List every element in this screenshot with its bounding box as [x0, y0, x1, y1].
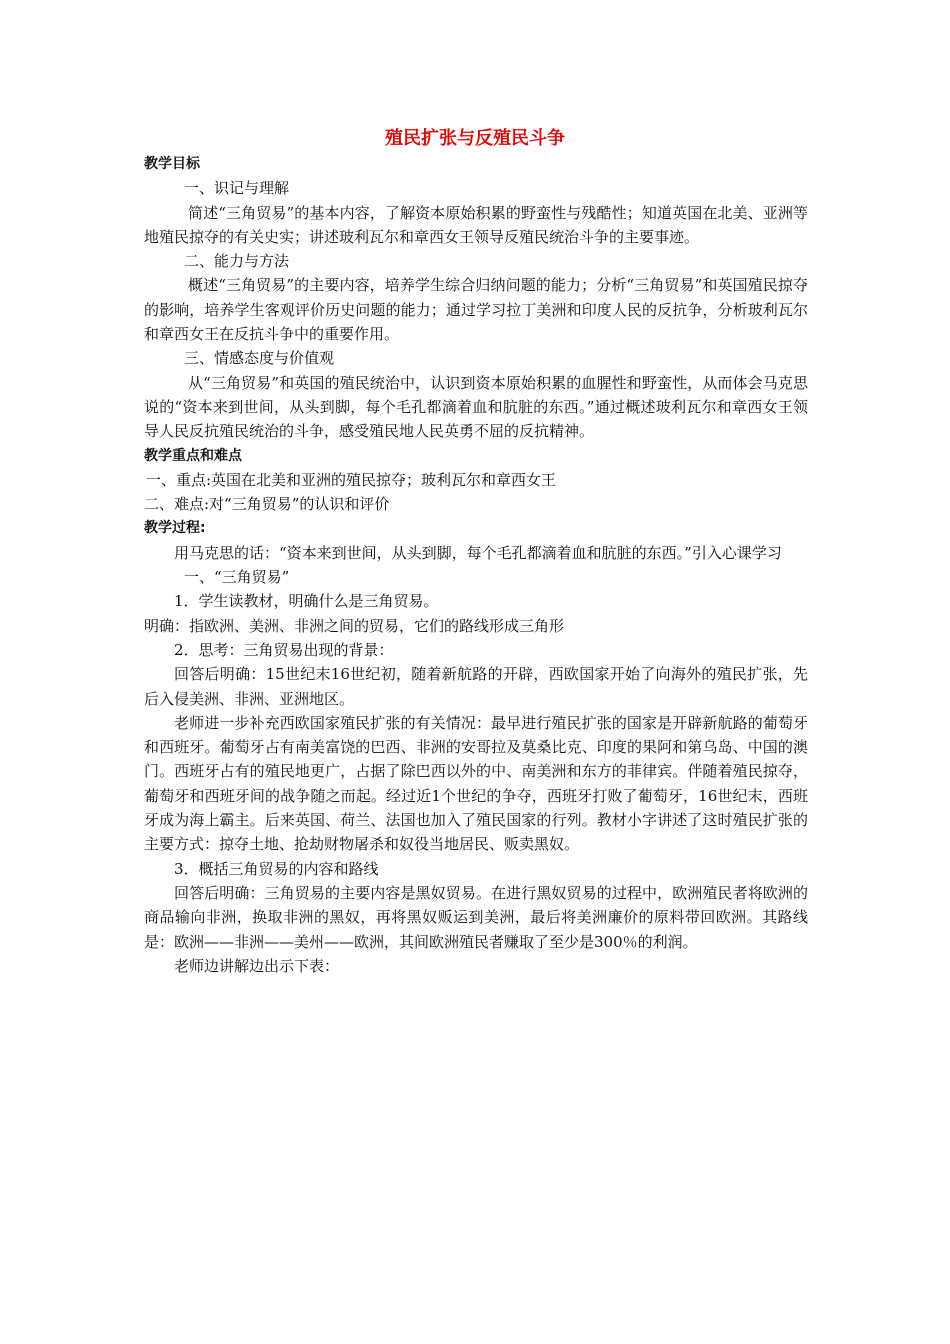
- page-title: 殖民扩张与反殖民斗争: [385, 128, 565, 149]
- section-heading-objectives: 教学目标: [144, 156, 200, 172]
- paragraph-step-2: 2．思考：三角贸易出现的背景：: [174, 640, 394, 659]
- paragraph-knowledge: 简述“三角贸易”的基本内容，了解资本原始积累的野蛮性与残酷性；知道英国在北美、亚洲等地殖民掠夺的有关史实；讲述玻利瓦尔和章西女王领导反殖民统治斗争的主要事迹。: [144, 203, 808, 246]
- paragraph-content-answer: 回答后明确：三角贸易的主要内容是黑奴贸易。在进行黑奴贸易的过程中，欧洲殖民者将欧洲的商品输向非洲，换取非洲的黑奴，再将黑奴贩运到美洲，最后将美洲廉价的原料带回欧洲。其路线是：欧洲——非洲——美州——欧洲，其间欧洲殖民者赚取了至少是300％的利润。: [144, 883, 808, 951]
- subheading-ability: 二、能力与方法: [184, 252, 290, 271]
- paragraph-difficulty: 二、难点:对“三角贸易”的认识和评价: [144, 495, 390, 514]
- subheading-values: 三、情感态度与价值观: [184, 349, 335, 368]
- paragraph-key-point: 一、重点:英国在北美和亚洲的殖民掠夺；玻利瓦尔和章西女王: [146, 470, 557, 489]
- paragraph-intro: 用马克思的话：“资本来到世间，从头到脚，每个毛孔都滴着血和肮脏的东西。”引入心课学习: [174, 543, 782, 562]
- paragraph-definition: 明确：指欧洲、美洲、非洲之间的贸易，它们的路线形成三角形: [144, 616, 565, 635]
- subheading-knowledge: 一、识记与理解: [184, 179, 290, 198]
- subheading-triangle-trade: 一、“三角贸易”: [184, 568, 290, 587]
- paragraph-teacher-supplement: 老师进一步补充西欧国家殖民扩张的有关情况：最早进行殖民扩张的国家是开辟新航路的葡萄牙和西班牙。葡萄牙占有南美富饶的巴西、非洲的安哥拉及莫桑比克、印度的果阿和第乌岛、中国的澳门。西班牙占有的殖民地更广，占据了除巴西以外的中、南美洲和东方的菲律宾。伴随着殖民掠夺，葡萄牙和西班牙间的战争随之而起。经过近1个世纪的争夺，西班牙打败了葡萄牙，16世纪末，西班牙成为海上霸主。后来英国、荷兰、法国也加入了殖民国家的行列。教材小字讲述了这时殖民扩张的主要方式：掠夺土地、抢劫财物屠杀和奴役当地居民、贩卖黑奴。: [144, 713, 808, 854]
- paragraph-step-3: 3．概括三角贸易的内容和路线: [174, 859, 379, 878]
- paragraph-background-answer: 回答后明确：15世纪末16世纪初，随着新航路的开辟，西欧国家开始了向海外的殖民扩张，先后入侵美洲、非洲、亚洲地区。: [144, 665, 808, 708]
- section-heading-key-points: 教学重点和难点: [144, 447, 242, 464]
- paragraph-values: 从“三角贸易”和英国的殖民统治中，认识到资本原始积累的血腥性和野蛮性，从而体会马克思说的“资本来到世间，从头到脚，每个毛孔都滴着血和肮脏的东西。”通过概述玻利瓦尔和章西女王领导人民反抗殖民统治的斗争，感受殖民地人民英勇不屈的反抗精神。: [144, 373, 808, 441]
- section-heading-process: 教学过程:: [144, 520, 206, 537]
- paragraph-table-intro: 老师边讲解边出示下表：: [174, 956, 340, 975]
- document-body: [144, 152, 808, 978]
- paragraph-step-1: 1．学生读教材，明确什么是三角贸易。: [174, 592, 439, 611]
- paragraph-ability: 概述“三角贸易”的主要内容，培养学生综合归纳问题的能力；分析“三角贸易”和英国殖民掠夺的影响，培养学生客观评价历史问题的能力；通过学习拉丁美洲和印度人民的反抗争，分析玻利瓦尔和章西女王在反抗斗争中的重要作用。: [144, 276, 808, 344]
